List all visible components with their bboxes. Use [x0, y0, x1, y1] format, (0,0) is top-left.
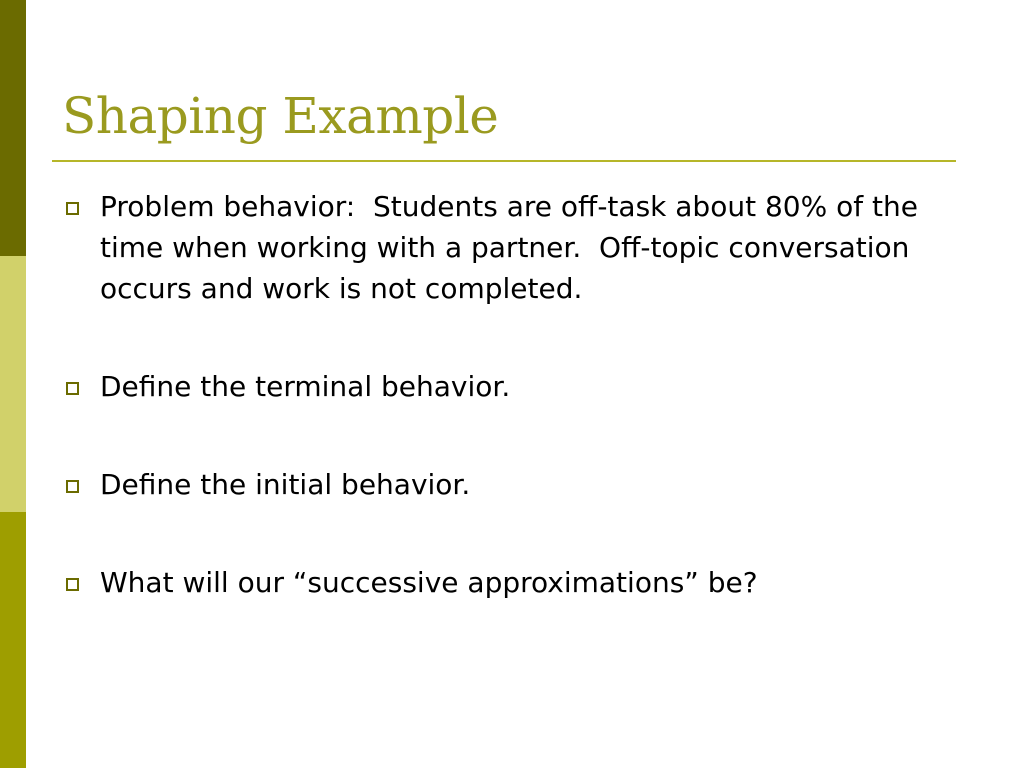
hollow-square-bullet-icon — [66, 480, 79, 493]
bullet-text: What will our “successive approximations” be? — [100, 566, 758, 599]
bullet-item-successive-approximations — [62, 562, 942, 603]
side-bar-bottom-segment — [0, 512, 26, 768]
bullet-item-terminal-behavior — [62, 366, 942, 407]
bullet-item-initial-behavior — [62, 464, 942, 505]
side-bar-top-segment — [0, 0, 26, 256]
bullet-text: Define the initial behavior. — [100, 468, 471, 501]
bullet-text: Define the terminal behavior. — [100, 370, 511, 403]
bullet-item-problem-behavior — [62, 186, 942, 309]
hollow-square-bullet-icon — [66, 202, 79, 215]
title-underline — [52, 160, 956, 162]
hollow-square-bullet-icon — [66, 382, 79, 395]
hollow-square-bullet-icon — [66, 578, 79, 591]
slide-title: Shaping Example — [62, 87, 499, 145]
bullet-text: Problem behavior: Students are off-task about 80% of the time when working with a partner. Off-topic conversation occurs and work is not completed. — [100, 190, 927, 305]
bullet-list — [62, 186, 942, 603]
side-bar-middle-segment — [0, 256, 26, 512]
